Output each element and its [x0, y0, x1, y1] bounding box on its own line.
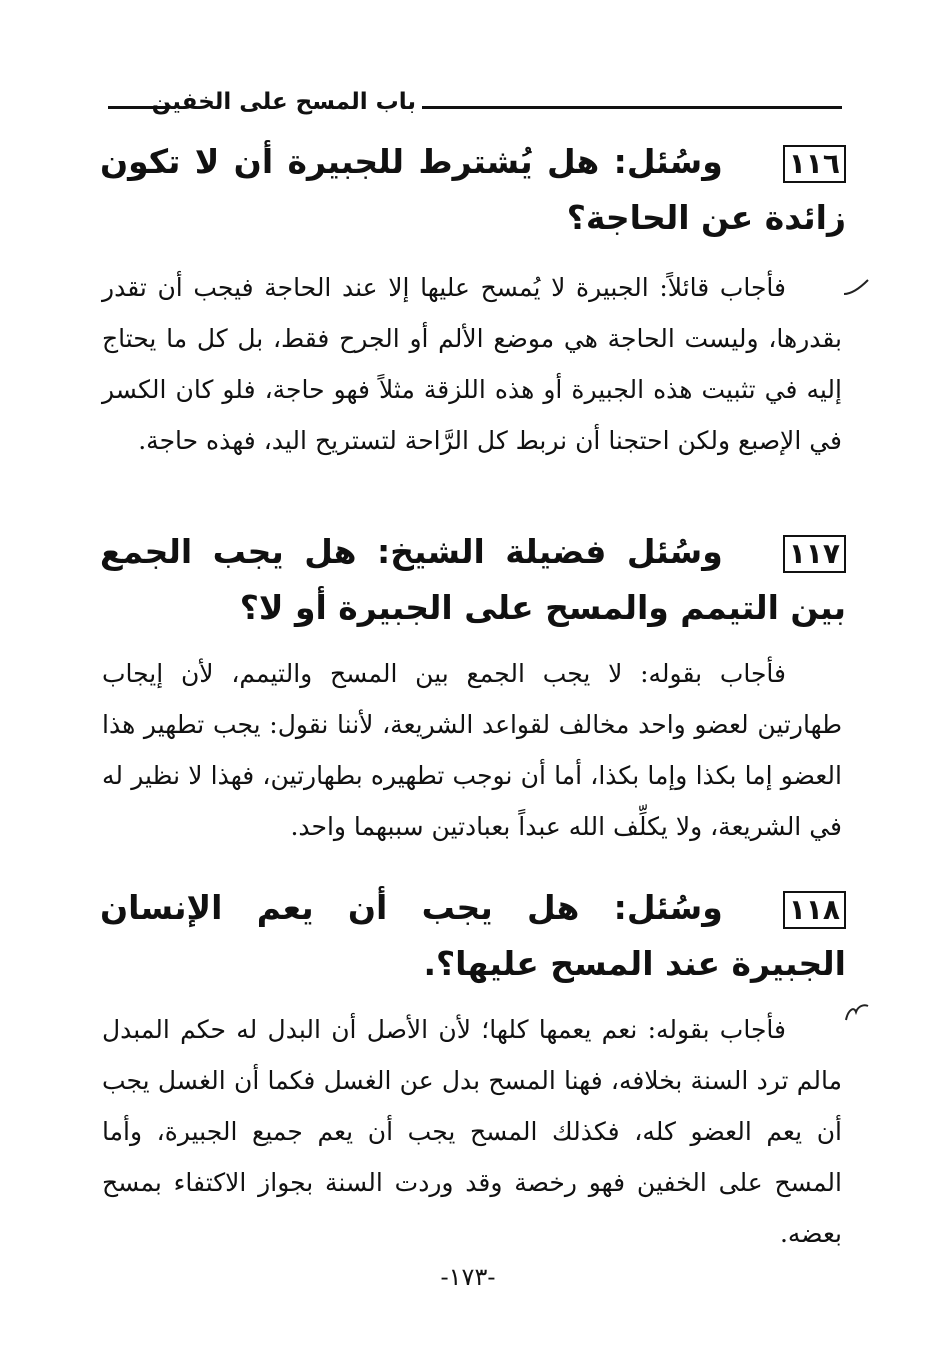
question-number-117: ١١٧ — [783, 535, 846, 573]
question-116 — [100, 134, 846, 246]
question-number-116: ١١٦ — [783, 145, 846, 183]
header-rule-left — [108, 106, 170, 109]
answer-118: فأجاب بقوله: نعم يعمها كلها؛ لأن الأصل أن البدل له حكم المبدل مالم ترد السنة بخلافه، فهنا المسح بدل عن الغسل فكما أن الغسل يجب أن يعم العضو كله، فكذلك المسح يجب أن يعم جميع الجبيرة، وأما المسح على الخفين فهو رخصة وقد وردت السنة بجواز الاكتفاء بمسح بعضه. — [102, 1015, 842, 1248]
question-text-117: وسُئل فضيلة الشيخ: هل يجب الجمع بين التيمم والمسح على الجبيرة أو لا؟ — [100, 532, 846, 627]
header-rule-right — [422, 106, 842, 109]
margin-check-mark-icon — [842, 278, 870, 298]
running-header — [102, 84, 842, 120]
question-text-118: وسُئل: هل يجب أن يعم الإنسان الجبيرة عند المسح عليها؟. — [100, 888, 846, 983]
question-number-118: ١١٨ — [783, 891, 846, 929]
chapter-title: باب المسح على الخفين — [151, 89, 416, 115]
margin-check-mark-icon — [842, 1002, 870, 1022]
question-text-116: وسُئل: هل يُشترط للجبيرة أن لا تكون زائدة عن الحاجة؟ — [100, 142, 846, 237]
question-118 — [100, 880, 846, 992]
answer-116: فأجاب قائلاً: الجبيرة لا يُمسح عليها إلا عند الحاجة فيجب أن تقدر بقدرها، وليست الحاجة هي موضع الألم أو الجرح فقط، بل كل ما يحتاج إليه في تثبيت هذه الجبيرة أو هذه اللزقة مثلاً فهو حاجة، فلو كان الكسر في الإصبع ولكن احتجنا أن نربط كل الرَّاحة لتستريح اليد، فهذه حاجة. — [102, 273, 842, 455]
page-number: -١٧٣- — [440, 1263, 496, 1291]
answer-117: فأجاب بقوله: لا يجب الجمع بين المسح والتيمم، لأن إيجاب طهارتين لعضو واحد مخالف لقواعد الشريعة، لأننا نقول: يجب تطهير هذا العضو إما بكذا وإما بكذا، أما أن نوجب تطهيره بطهارتين، فهذا لا نظير له في الشريعة، ولا يكلِّف الله عبداً بعبادتين سببهما واحد. — [102, 659, 842, 841]
question-117 — [100, 524, 846, 636]
